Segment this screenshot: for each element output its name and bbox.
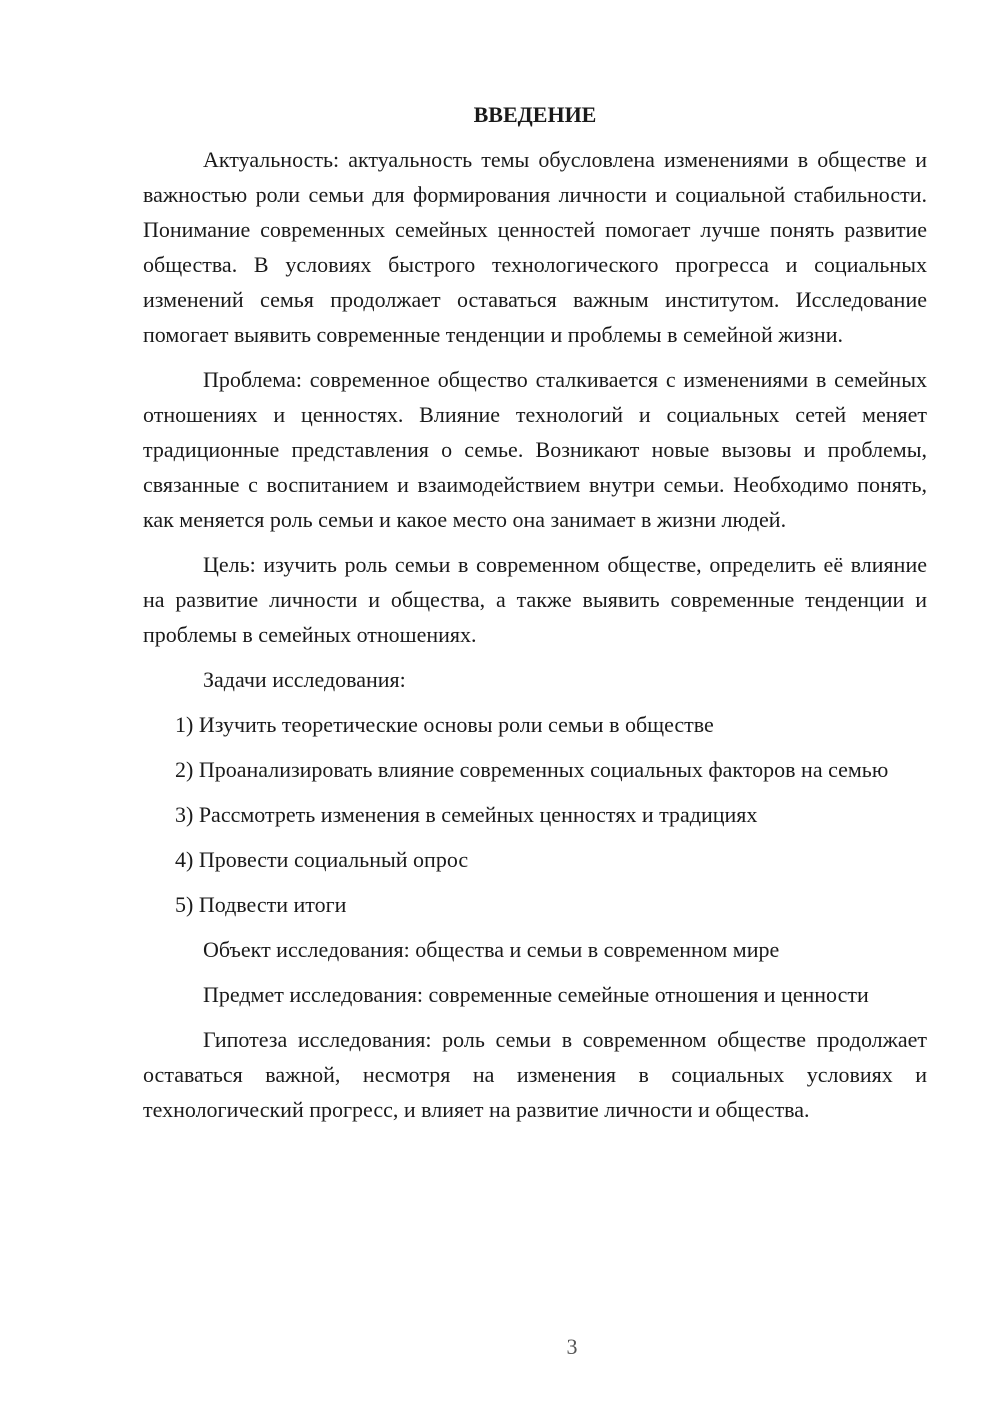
task-item: 1) Изучить теоретические основы роли семьи в обществе: [175, 712, 714, 737]
subject-paragraph: Предмет исследования: современные семейные отношения и ценности: [203, 982, 869, 1007]
task-item: 4) Провести социальный опрос: [175, 847, 469, 872]
page-number: 3: [566, 1334, 578, 1359]
task-item: 3) Рассмотреть изменения в семейных ценностях и традициях: [175, 802, 758, 827]
hypothesis-paragraph: Гипотеза исследования: роль семьи в современном обществе продолжает оставаться важной, несмотря на изменения в социальных условиях и технологический прогресс, и влияет на развитие личности и общества.: [143, 1027, 927, 1122]
problem-paragraph: Проблема: современное общество сталкивается с изменениями в семейных отношениях и ценностях. Влияние технологий и социальных сетей меняет традиционные представления о семье. Возникают новые вызовы и проблемы, связанные с воспитанием и взаимодействием внутри семьи. Необходимо понять, как меняется роль семьи и какое место она занимает в жизни людей.: [143, 367, 927, 532]
relevance-paragraph: Актуальность: актуальность темы обусловлена изменениями в обществе и важностью роли семьи для формирования личности и социальной стабильности. Понимание современных семейных ценностей помогает лучше понять развитие общества. В условиях быстрого технологического прогресса и социальных изменений семья продолжает оставаться важным институтом. Исследование помогает выявить современные тенденции и проблемы в семейной жизни.: [143, 147, 927, 347]
goal-paragraph: Цель: изучить роль семьи в современном обществе, определить её влияние на развитие личности и общества, а также выявить современные тенденции и проблемы в семейных отношениях.: [143, 552, 927, 647]
object-paragraph: Объект исследования: общества и семьи в современном мире: [203, 937, 780, 962]
document-body: [143, 97, 927, 1137]
task-item: 2) Проанализировать влияние современных социальных факторов на семью: [175, 757, 889, 782]
task-item: 5) Подвести итоги: [175, 892, 347, 917]
section-title: ВВЕДЕНИЕ: [473, 102, 597, 127]
tasks-heading: Задачи исследования:: [203, 667, 406, 692]
